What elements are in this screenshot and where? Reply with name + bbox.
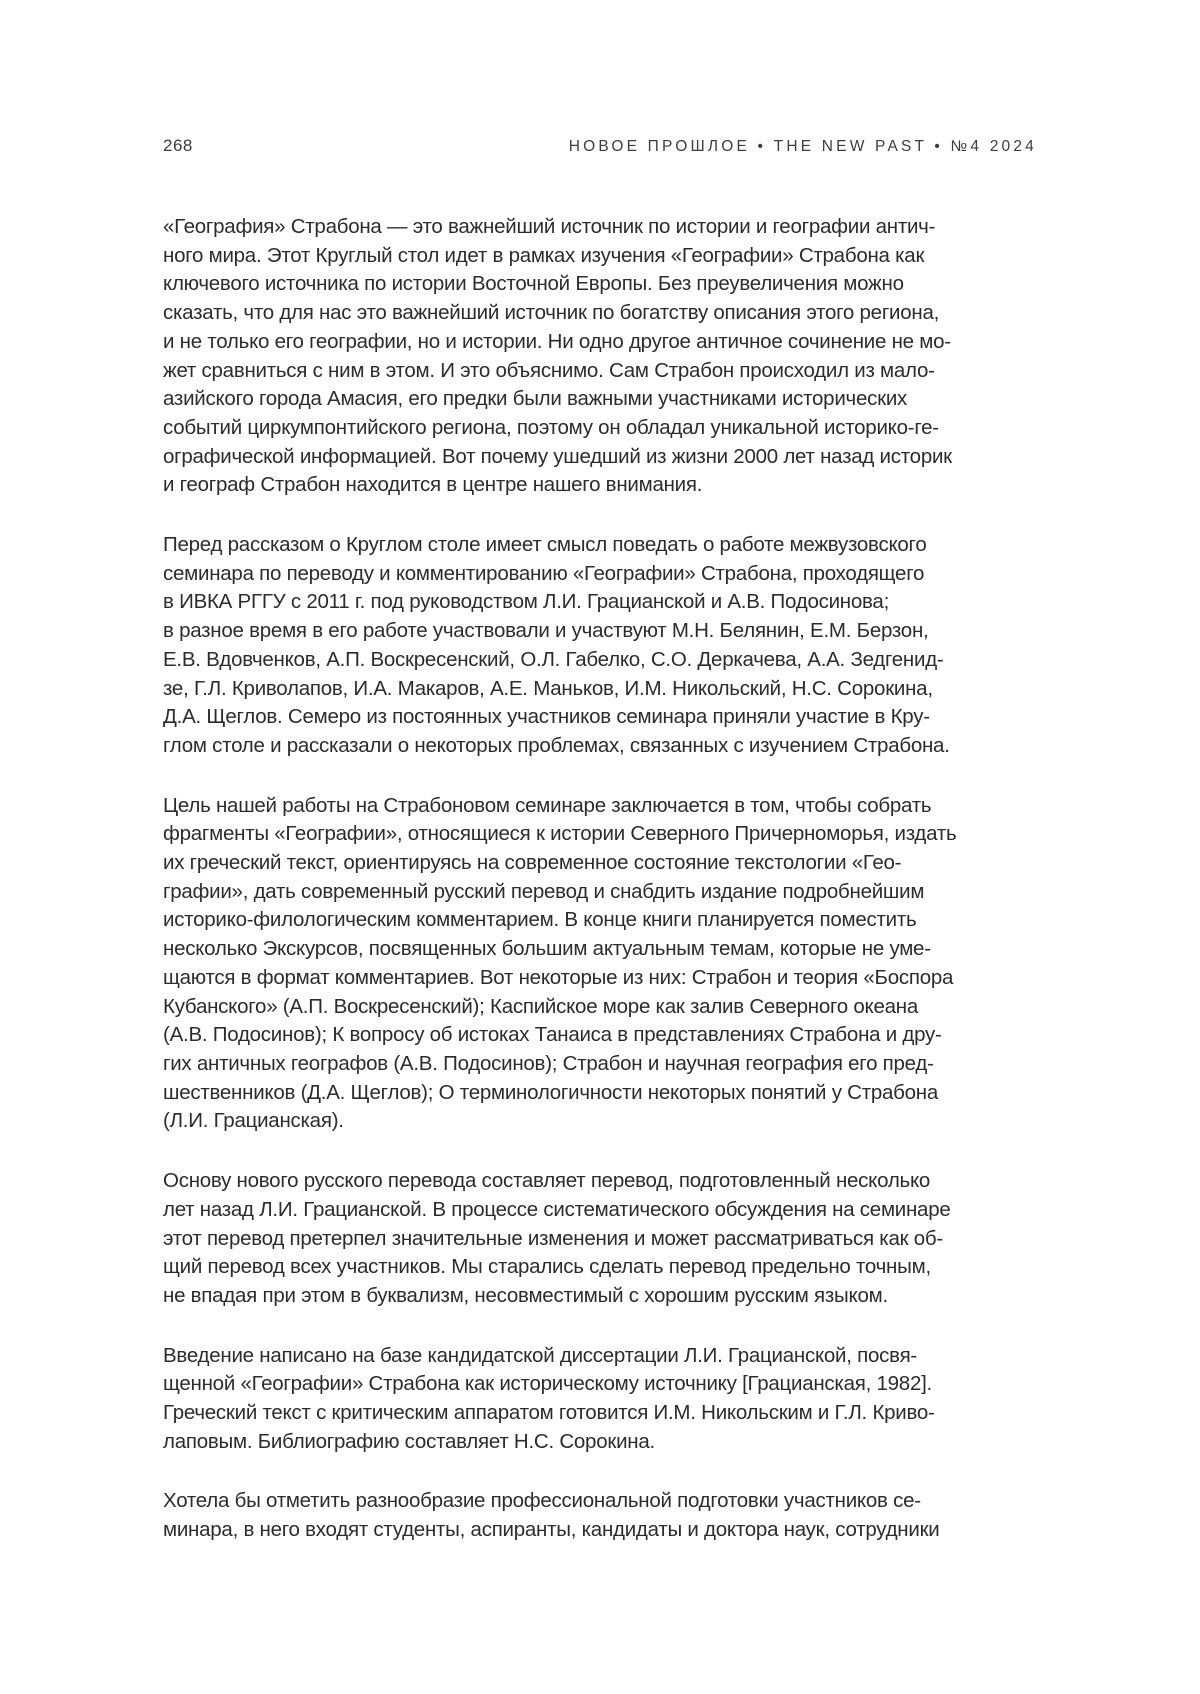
journal-title: НОВОЕ ПРОШЛОЕ • THE NEW PAST • №4 2024 [568,138,1037,155]
paragraph-participants-variety: Хотела бы отметить разнообразие профессиональной подготовки участников се- минара, в него входят студенты, аспиранты, кандидаты и доктора наук, сотрудники [163,1489,940,1542]
paragraph-seminar-history: Перед рассказом о Круглом столе имеет смысл поведать о работе межвузовского семинара по переводу и комментированию «Географии» Страбона, проходящего в ИВКА РГГУ с 2011 г. под руководством Л.И. Грацианской и А.В. Подосинова; в разное время в его работе участвовали и участвуют М.Н. Белянин, Е.М. Берзон, Е.В. Вдовченков, А.П. Воскресенский, О.Л. Габелко, С.О. Деркачева, А.А. Зедгенид- зе, Г.Л. Криволапов, И.А. Макаров, А.Е. Маньков, И.М. Никольский, Н.С. Сорокина, Д.А. Щеглов. Семеро из постоянных участников семинара приняли участие в Кру- глом столе и рассказали о некоторых проблемах, связанных с изучением Страбона. [163,533,950,757]
paragraph-introduction-apparatus: Введение написано на базе кандидатской диссертации Л.И. Грацианской, посвя- щенной «Географии» Страбона как историческому источнику [Грацианская, 1982]. Греческий текст с критическим аппаратом готовится И.М. Никольским и Г.Л. Криво- лаповым. Библиографию составляет Н.С. Сорокина. [163,1343,935,1453]
page-header [163,136,1037,156]
paragraph-intro-strabo-source: «География» Страбона — это важнейший источник по истории и географии антич- ного мира. Этот Круглый стол идет в рамках изучения «Географии» Страбона как ключевого источника по истории Восточной Европы. Без преувеличения можно сказать, что для нас это важнейший источник по богатству описания этого региона, и не только его географии, но и истории. Ни одно другое античное сочинение не мо- жет сравниться с ним в этом. И это объяснимо. Сам Страбон происходил из мало- азийского города Амасия, его предки были важными участниками исторических событий циркумпонтийского региона, поэтому он обладал уникальной историко-ге- ографической информацией. Вот почему ушедший из жизни 2000 лет назад историк и географ Страбон находится в центре нашего внимания. [163,215,952,497]
page-number: 268 [163,136,193,155]
article-body [163,213,1063,1576]
paragraph-translation-basis: Основу нового русского перевода составляет перевод, подготовленный несколько лет назад Л.И. Грацианской. В процессе систематического обсуждения на семинаре этот перевод претерпел значительные изменения и может рассматриваться как об- щий перевод всех участников. Мы старались сделать перевод предельно точным, не впадая при этом в буквализм, несовместимый с хорошим русским языком. [163,1169,951,1307]
paragraph-seminar-goal: Цель нашей работы на Страбоновом семинаре заключается в том, чтобы собрать фрагменты «Географии», относящиеся к истории Северного Причерноморья, издать их греческий текст, ориентируясь на современное состояние текстологии «Гео- графии», дать современный русский перевод и снабдить издание подробнейшим историко-филологическим комментарием. В конце книги планируется поместить несколько Экскурсов, посвященных большим актуальным темам, которые не уме- щаются в формат комментариев. Вот некоторые из них: Страбон и теория «Боспора Кубанского» (А.П. Воскресенский); Каспийское море как залив Северного океана (А.В. Подосинов); К вопросу об истоках Танаиса в представлениях Страбона и дру- гих античных географов (А.В. Подосинов); Страбон и научная география его пред- шественников (Д.А. Щеглов); О терминологичности некоторых понятий у Страбона (Л.И. Грацианская). [163,793,957,1133]
